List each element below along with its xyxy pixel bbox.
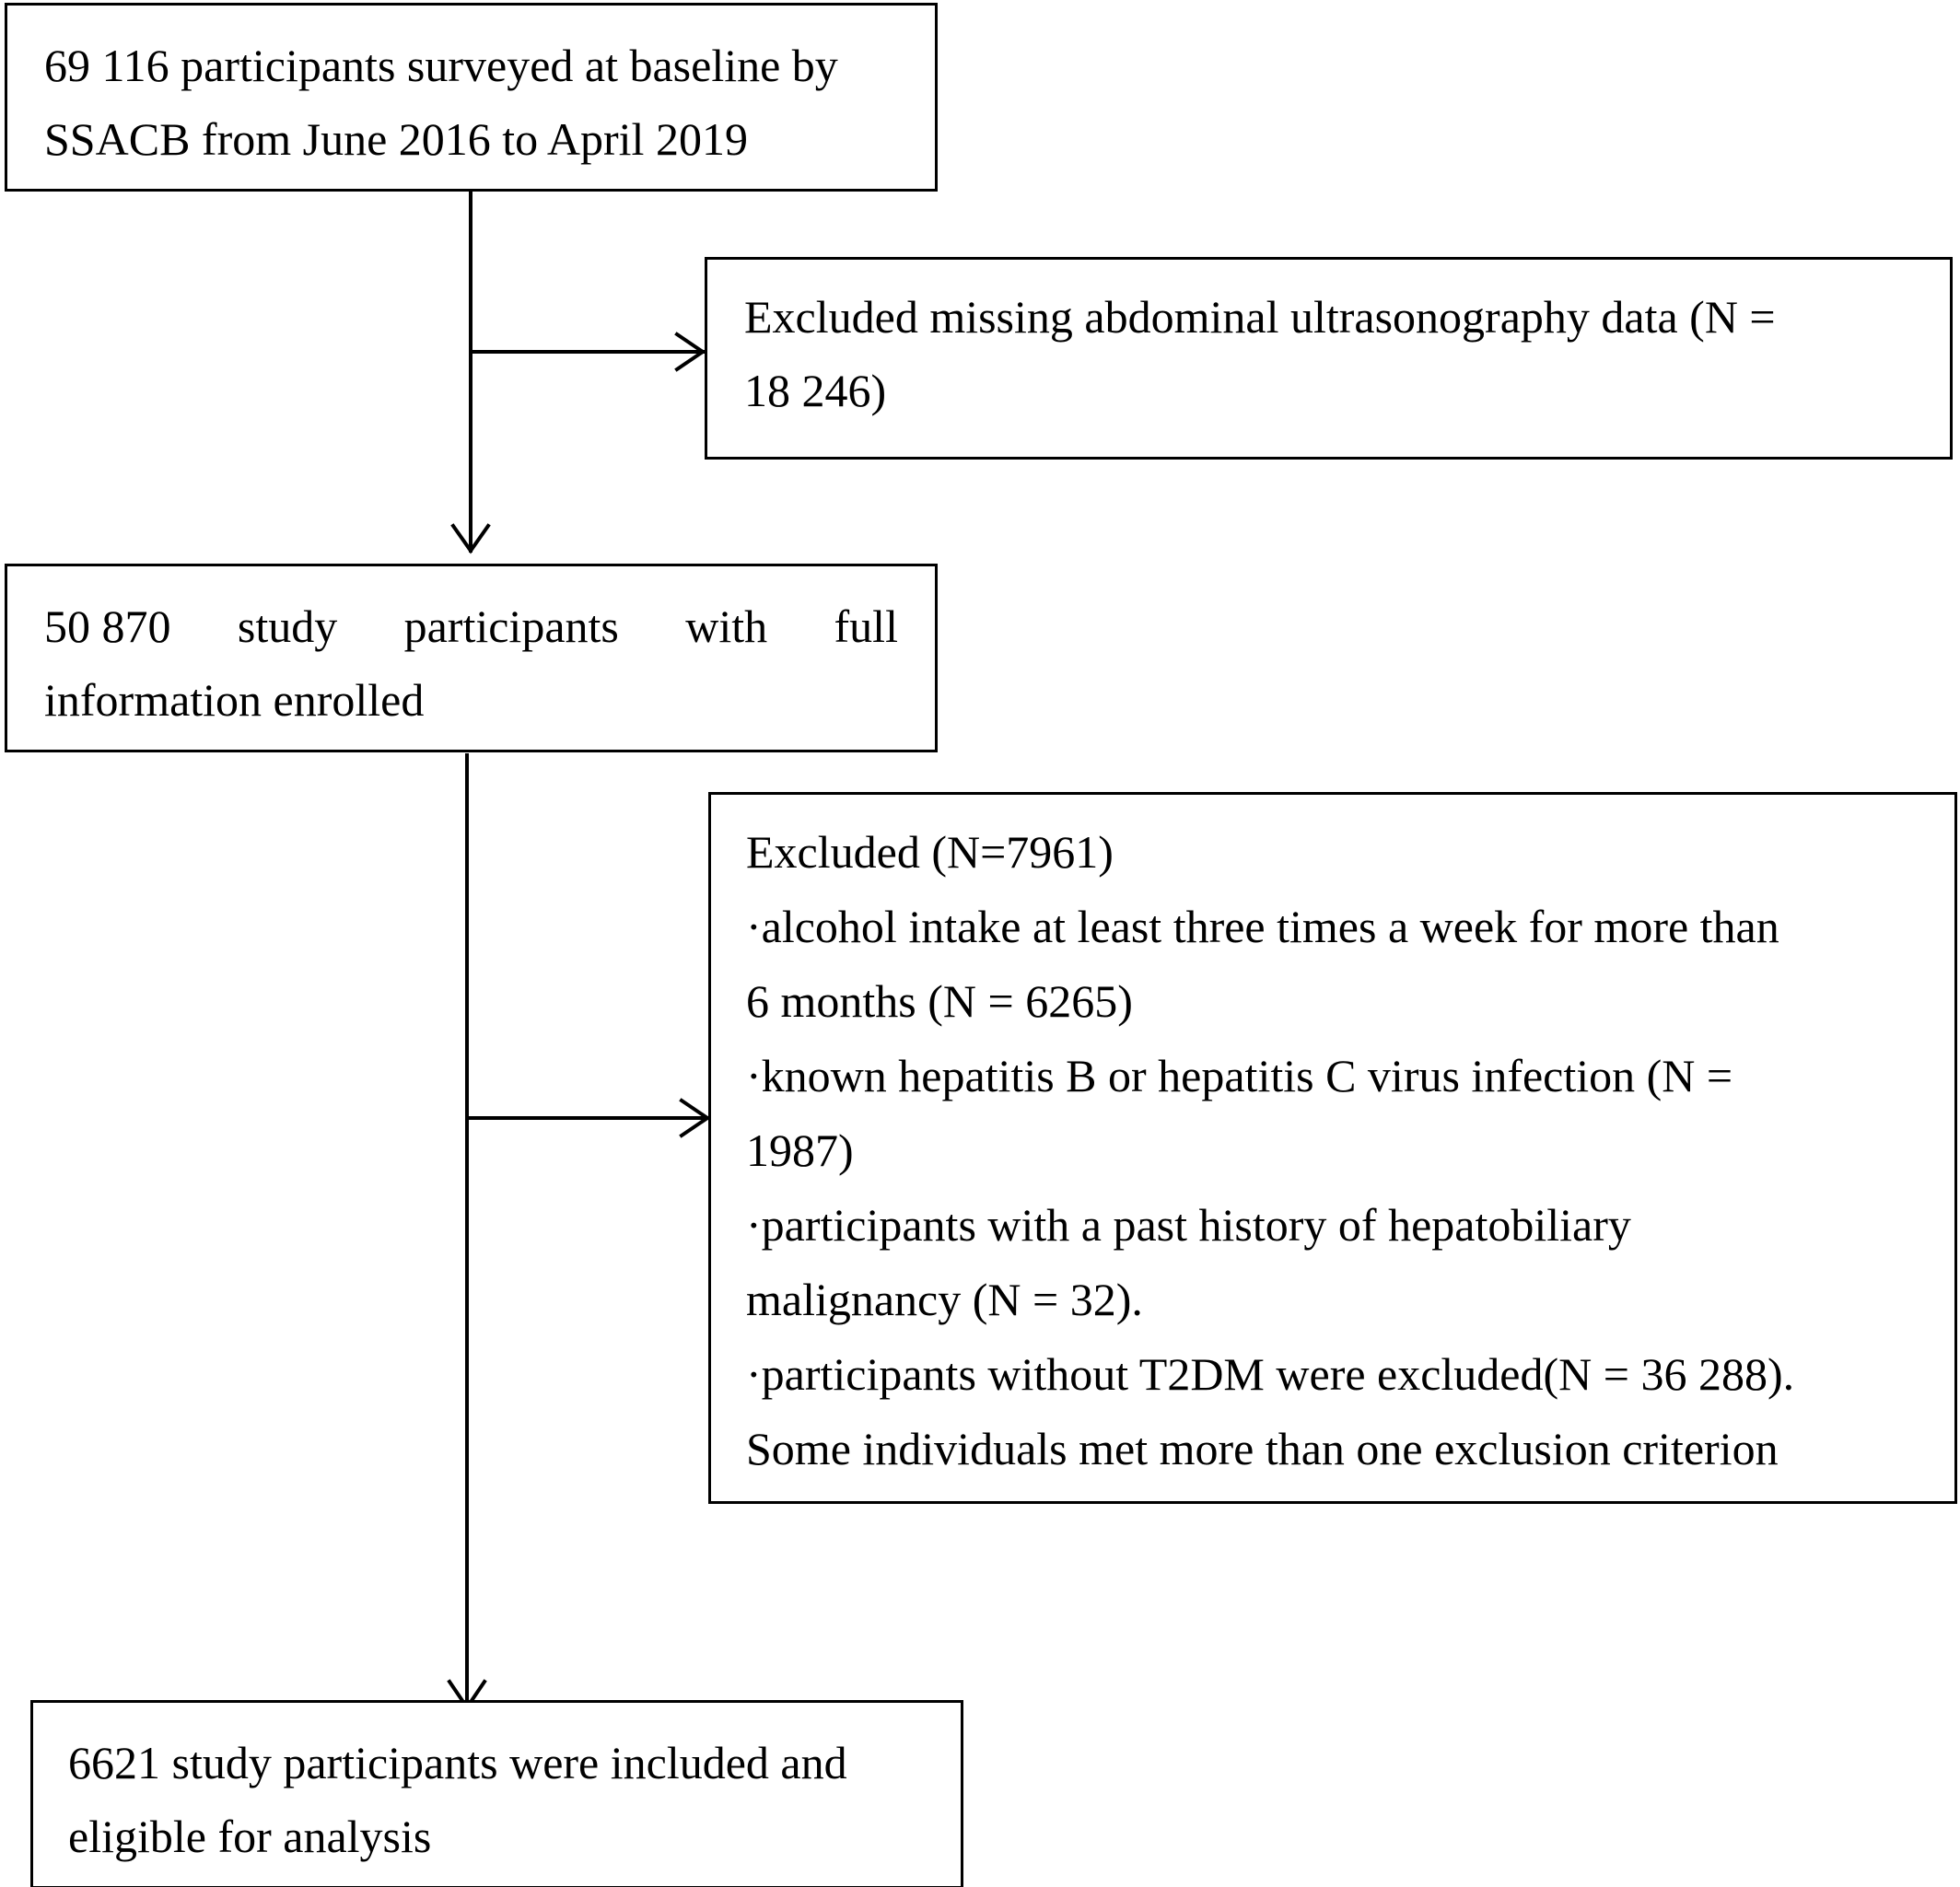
final-line-2: eligible for analysis: [68, 1811, 432, 1862]
baseline-line-1: 69 116 participants surveyed at baseline by: [44, 40, 838, 91]
exclusion-2-line-3: 6 months (N = 6265): [746, 975, 1133, 1027]
exclusion-2-line-7: malignancy (N = 32).: [746, 1274, 1143, 1325]
baseline-box: [5, 3, 938, 192]
exclusion-1-line-2: 18 246): [744, 365, 887, 416]
baseline-line-2: SSACB from June 2016 to April 2019: [44, 113, 748, 165]
enrolled-box: [5, 564, 938, 752]
final-included-box: [30, 1700, 963, 1887]
exclusion-criteria-box: [708, 792, 1957, 1504]
enrolled-word-with: with: [685, 600, 768, 652]
exclusion-2-line-1: Excluded (N=7961): [746, 826, 1114, 878]
final-line-1: 6621 study participants were included and: [68, 1737, 847, 1788]
enrolled-word-count: 50 870: [44, 600, 171, 652]
enrolled-line-2: information enrolled: [44, 674, 425, 726]
exclusion-2-line-4: ·known hepatitis B or hepatitis C virus infection (N =: [746, 1050, 1733, 1101]
enrolled-line-1: [44, 589, 898, 663]
exclusion-2-line-5: 1987): [746, 1124, 854, 1176]
exclusion-2-line-6: ·participants with a past history of hepatobiliary: [746, 1199, 1631, 1251]
exclusion-1-line-1: Excluded missing abdominal ultrasonography data (N =: [744, 291, 1776, 343]
exclusion-2-line-2: ·alcohol intake at least three times a week for more than: [746, 901, 1779, 952]
enrolled-word-participants: participants: [403, 600, 619, 652]
enrolled-word-study: study: [237, 600, 338, 652]
exclusion-2-line-8: ·participants without T2DM were excluded(N = 36 288).: [746, 1348, 1795, 1400]
exclusion-2-line-9: Some individuals met more than one exclusion criterion: [746, 1423, 1779, 1474]
exclusion-ultrasonography-box: [705, 257, 1953, 460]
enrolled-word-full: full: [834, 600, 898, 652]
